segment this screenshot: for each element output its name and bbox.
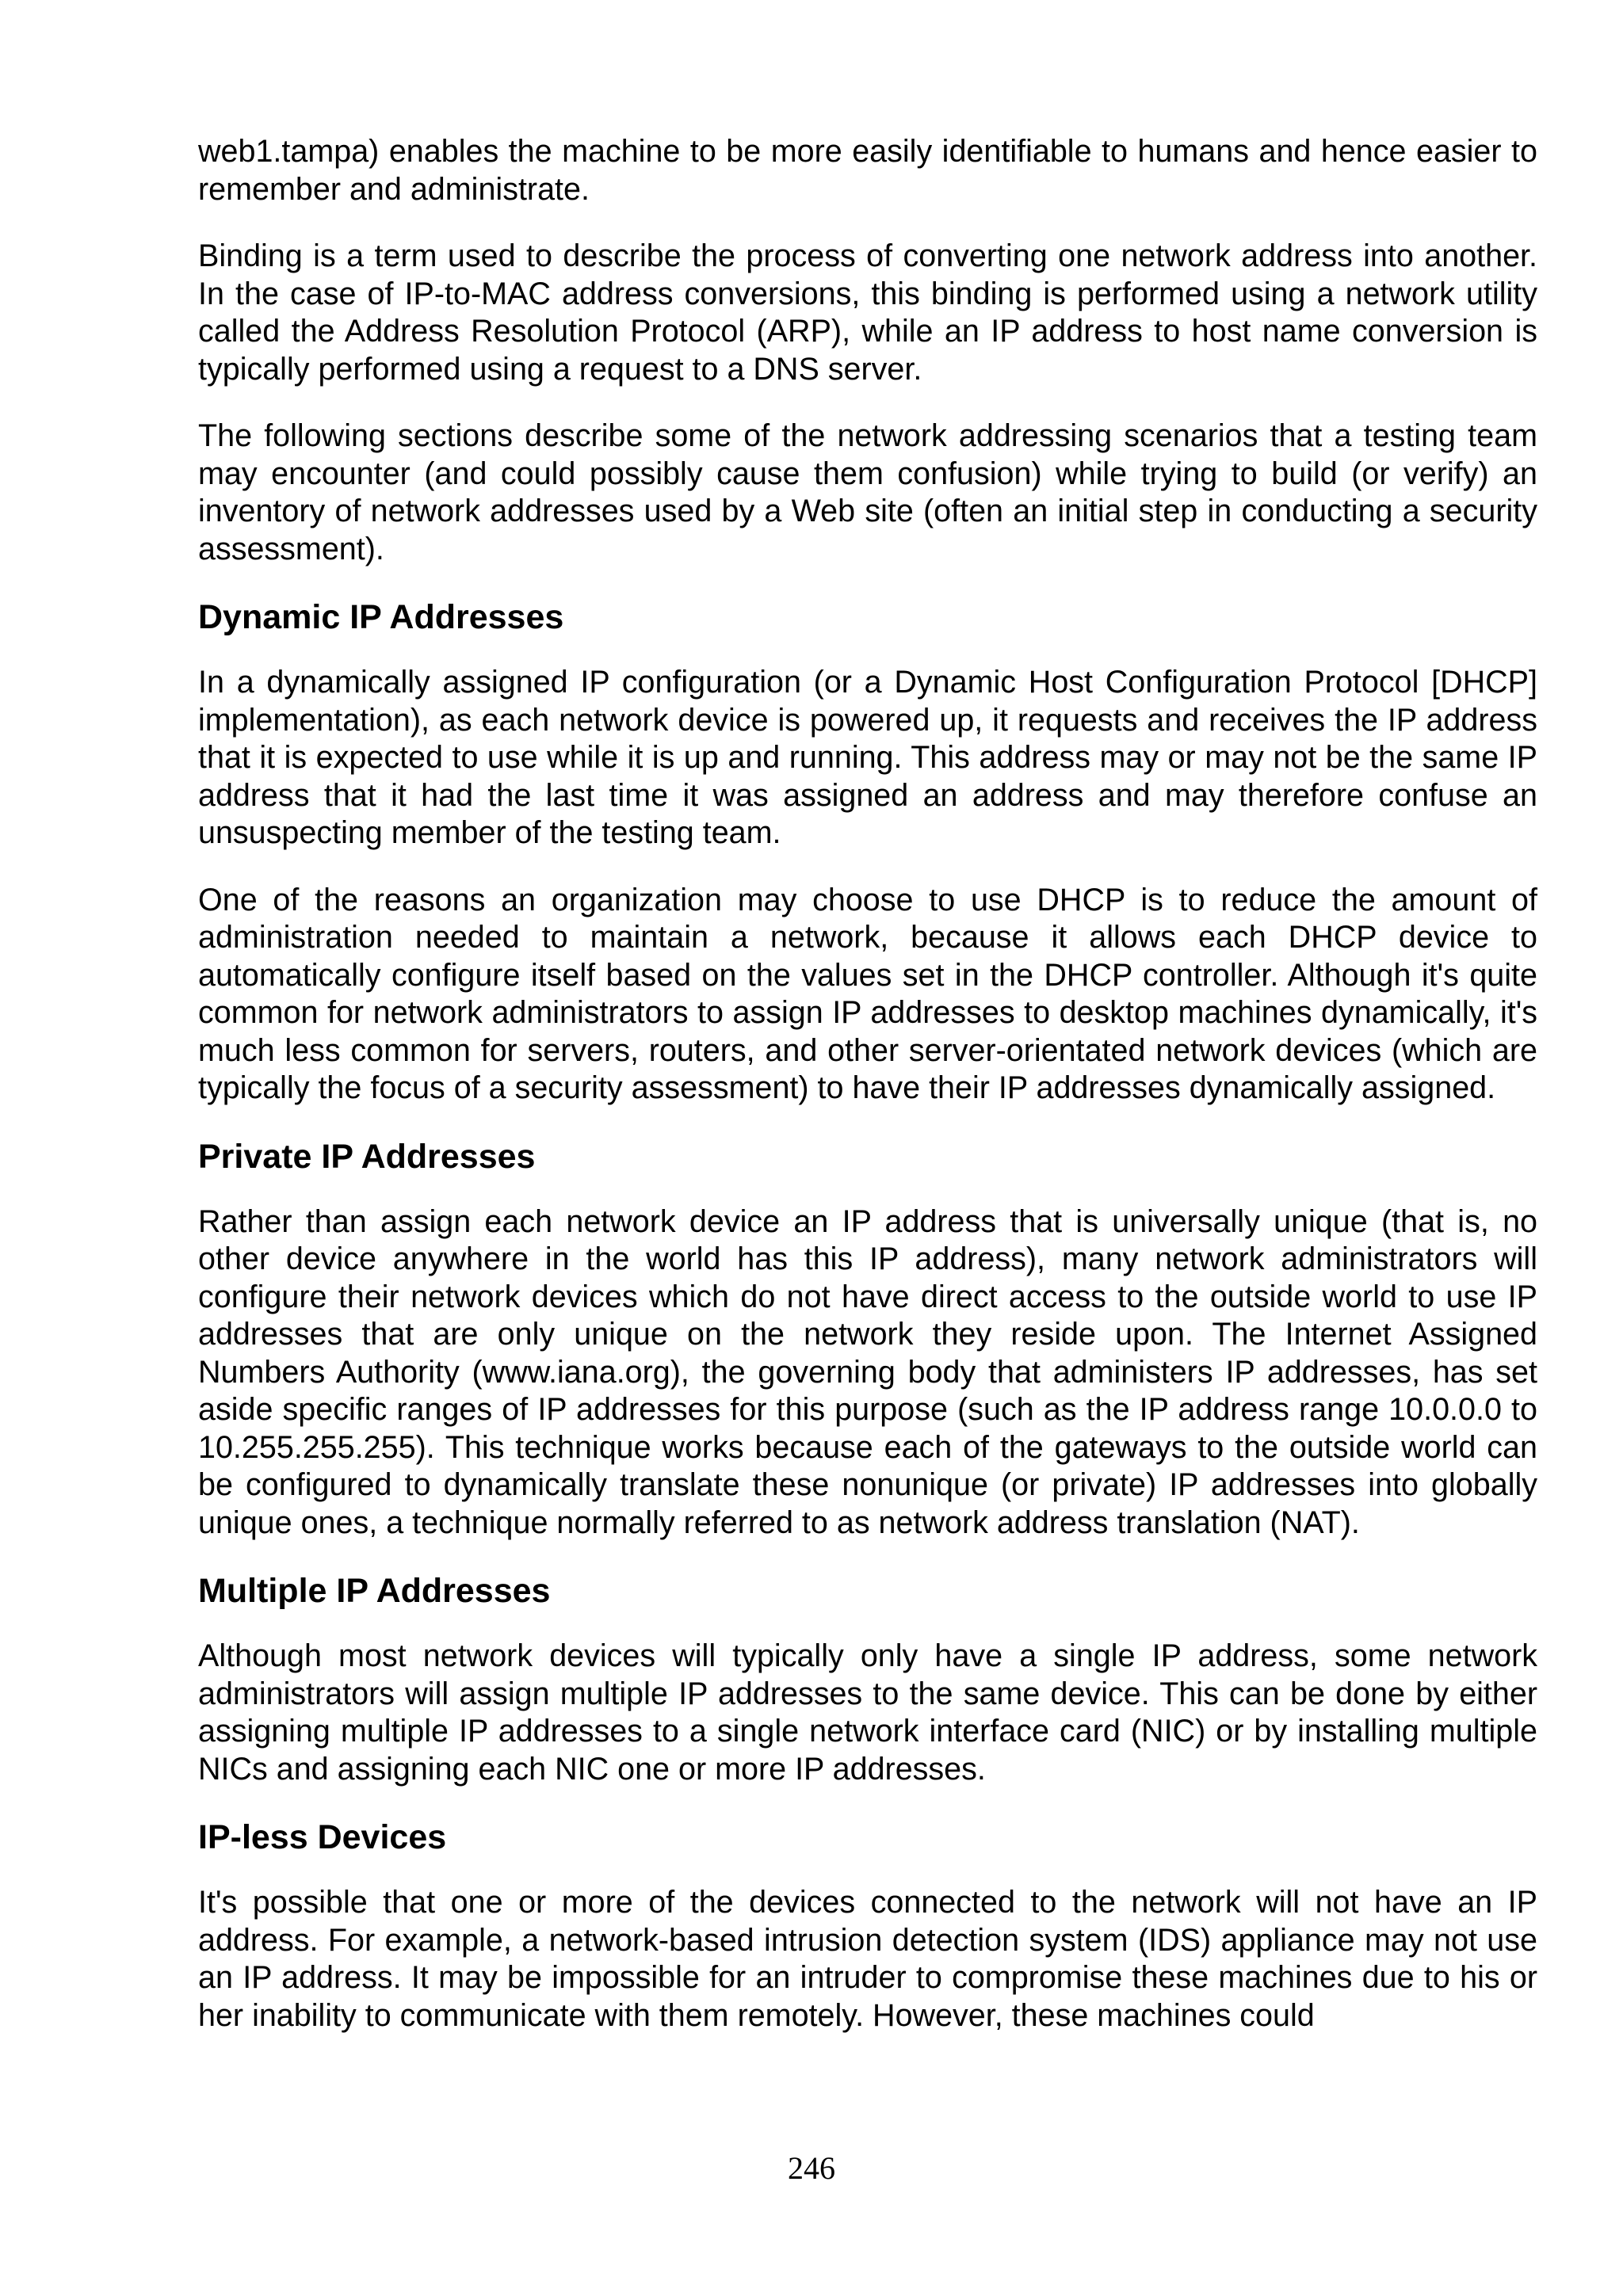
heading-ip-less-devices: IP-less Devices [198, 1818, 447, 1856]
paragraph-dynamic-ip-1: In a dynamically assigned IP configuration (or a Dynamic Host Configuration Protocol [DHCP] implementation), as each network device is powered up, it requests and receives the IP address that it is expected to use while it is up and running. This address may or may not be the same IP address that it had the last time it was assigned an address and may therefore confuse an unsuspecting member of the testing team. [198, 665, 1537, 850]
heading-multiple-ip-addresses: Multiple IP Addresses [198, 1572, 551, 1610]
paragraph-dynamic-ip-2: One of the reasons an organization may choose to use DHCP is to reduce the amount of administration needed to maintain a network, because it allows each DHCP device to automatically configure itself based on the values set in the DHCP controller. Although it's quite common for network administrators to assign IP addresses to desktop machines dynamically, it's much less common for servers, routers, and other server-orientated network devices (which are typically the focus of a security assessment) to have their IP addresses dynamically assigned. [198, 882, 1537, 1105]
paragraph-multiple-ip: Although most network devices will typically only have a single IP address, some network administrators will assign multiple IP addresses to the same device. This can be done by either assigning multiple IP addresses to a single network interface card (NIC) or by installing multiple NICs and assigning each NIC one or more IP addresses. [198, 1638, 1537, 1787]
heading-private-ip-addresses: Private IP Addresses [198, 1137, 536, 1176]
paragraph-ip-less-devices: It's possible that one or more of the devices connected to the network will not have an IP address. For example, a network-based intrusion detection system (IDS) appliance may not use an IP address. It may be impossible for an intruder to compromise these machines due to his or her inability to communicate with them remotely. However, these machines could [198, 1885, 1537, 2033]
paragraph-intro-continuation: web1.tampa) enables the machine to be more easily identifiable to humans and hence easier to remember and administrate. [198, 134, 1537, 207]
paragraph-binding: Binding is a term used to describe the process of converting one network address into another. In the case of IP-to-MAC address conversions, this binding is performed using a network utility called the Address Resolution Protocol (ARP), while an IP address to host name conversion is typically performed using a request to a DNS server. [198, 238, 1537, 387]
heading-dynamic-ip-addresses: Dynamic IP Addresses [198, 598, 564, 636]
paragraph-sections-overview: The following sections describe some of the network addressing scenarios that a testing team may encounter (and could possibly cause them confusion) while trying to build (or verify) an inventory of network addresses used by a Web site (often an initial step in conducting a security assessment). [198, 418, 1537, 566]
page-number: 246 [788, 2150, 835, 2186]
page-body [198, 133, 1537, 2064]
paragraph-private-ip: Rather than assign each network device an IP address that is universally unique (that is, no other device anywhere in the world has this IP address), many network administrators will configure their network devices which do not have direct access to the outside world to use IP addresses that are only unique on the network they reside upon. The Internet Assigned Numbers Authority (www.iana.org), the governing body that administers IP addresses, has set aside specific ranges of IP addresses for this purpose (such as the IP address range 10.0.0.0 to 10.255.255.255). This technique works because each of the gateways to the outside world can be configured to dynamically translate these nonunique (or private) IP addresses into globally unique ones, a technique normally referred to as network address translation (NAT). [198, 1203, 1537, 1540]
